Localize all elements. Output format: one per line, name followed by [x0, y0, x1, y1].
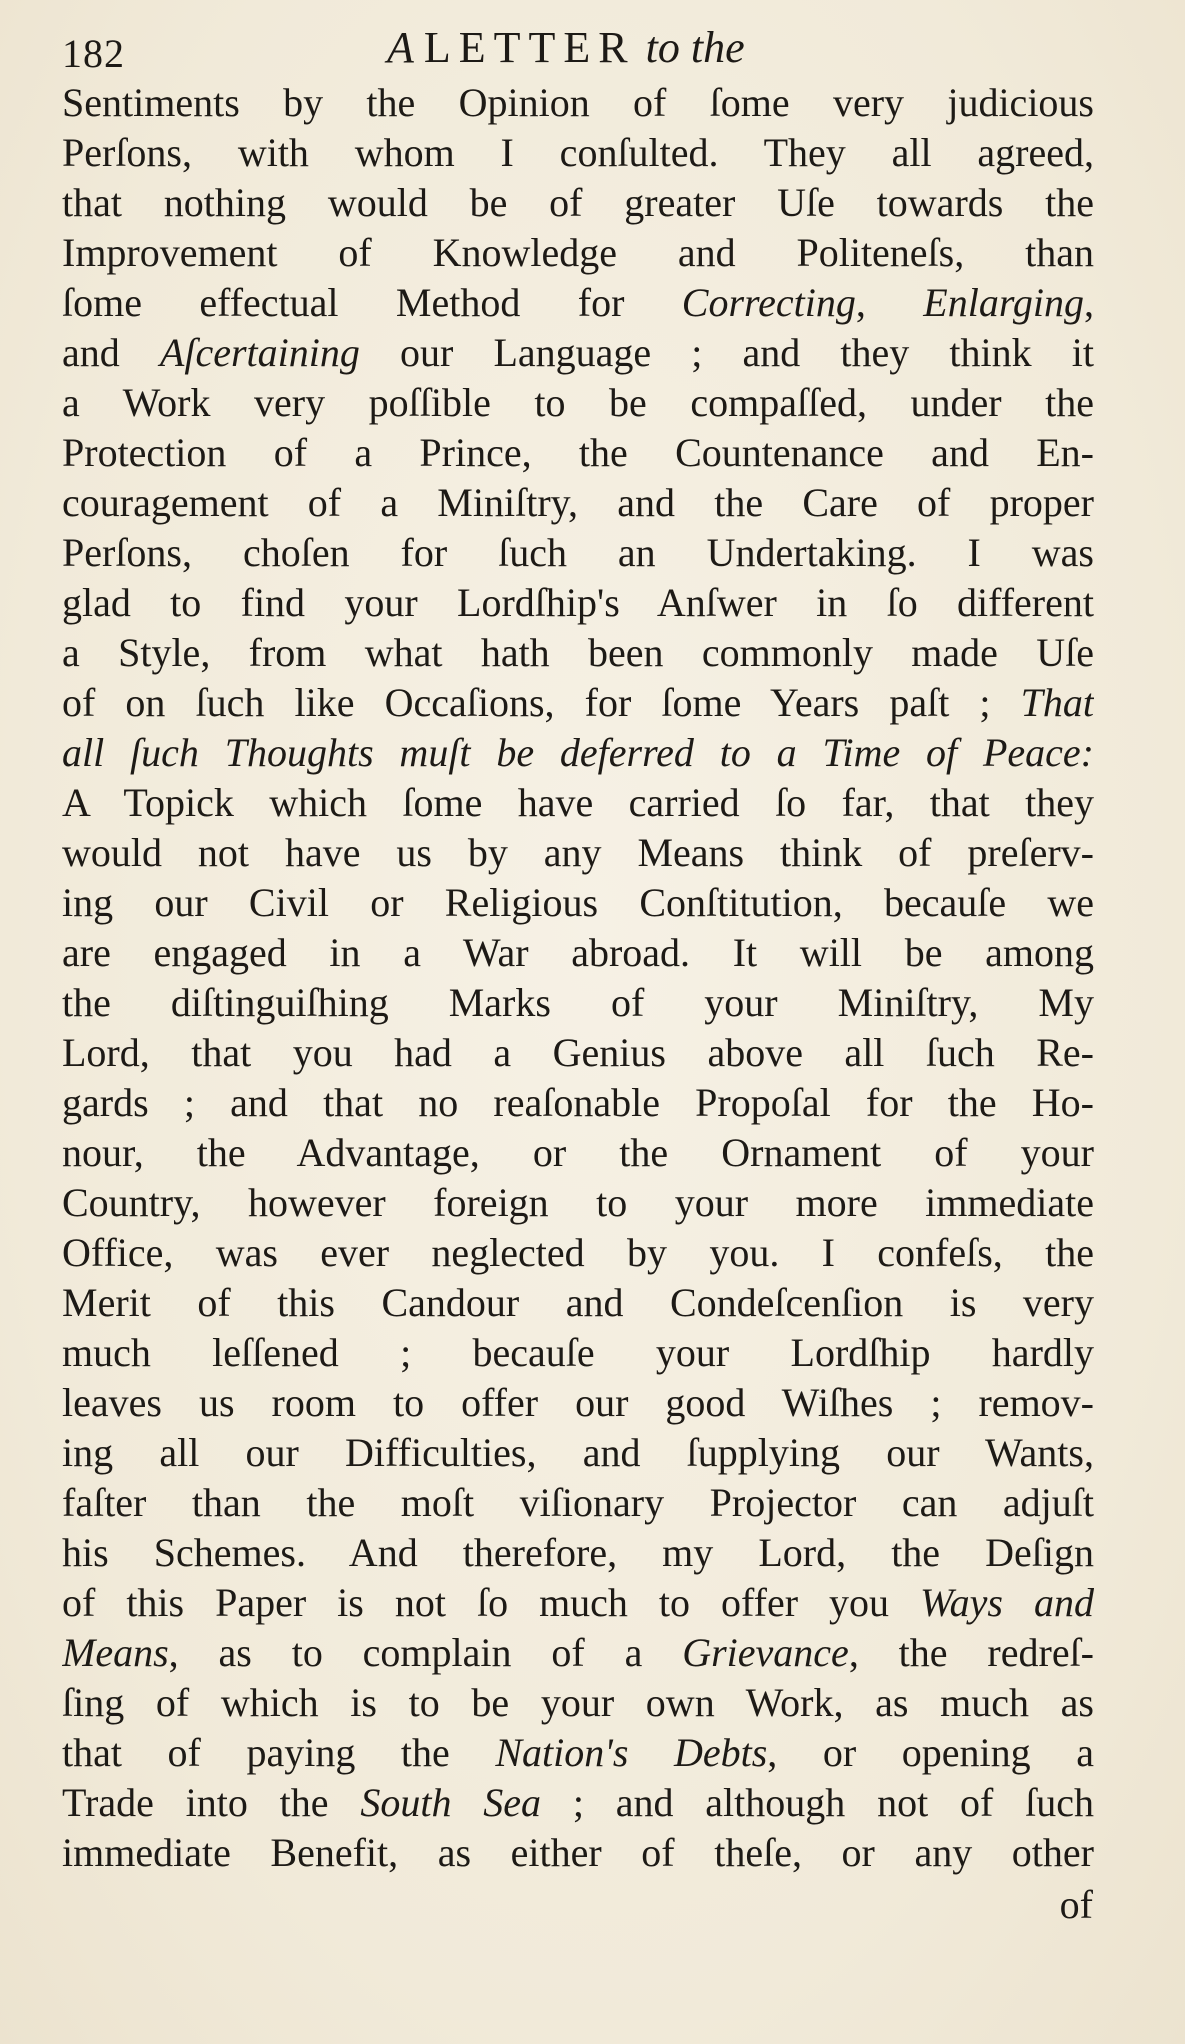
text-line — [62, 928, 1094, 978]
text-segment: Country, however foreign to your more immediate — [62, 1180, 1094, 1225]
text-segment: gards ; and that no reaſonable Propoſal for the Ho- — [62, 1080, 1094, 1125]
italic-text-segment: Enlarging — [923, 280, 1085, 325]
text-segment: ing all our Difficulties, and ſupplying our Wants, — [62, 1430, 1094, 1475]
italic-text-segment: Aſcertaining — [159, 330, 360, 375]
text-segment: immediate Benefit, as either of theſe, or any other — [62, 1830, 1094, 1875]
text-line — [62, 1328, 1094, 1378]
italic-text-segment: Grievance — [682, 1630, 849, 1675]
text-segment: Perſons, with whom I conſulted. They all agreed, — [62, 130, 1094, 175]
text-line — [62, 528, 1094, 578]
text-line — [62, 878, 1094, 928]
text-line — [62, 1528, 1094, 1578]
catchword: of — [1059, 1882, 1093, 1927]
running-head — [387, 22, 745, 73]
text-line — [62, 1828, 1094, 1878]
text-segment: , as to complain of a — [168, 1630, 683, 1675]
text-segment: our Language ; and they think it — [359, 330, 1094, 375]
text-segment: and — [62, 330, 160, 375]
text-line — [62, 1178, 1094, 1228]
text-line — [62, 78, 1094, 128]
text-segment: , — [1084, 280, 1094, 325]
text-segment: Merit of this Candour and Condeſcenſion is very — [62, 1280, 1094, 1325]
text-segment: A Topick which ſome have carried ſo far, that they — [62, 780, 1094, 825]
italic-text-segment: Ways and — [920, 1580, 1094, 1625]
page-number: 182 — [62, 31, 125, 76]
text-segment: Lord, that you had a Genius above all ſuch Re- — [62, 1030, 1094, 1075]
body-text — [62, 78, 1094, 1878]
text-segment: couragement of a Miniſtry, and the Care of proper — [62, 480, 1094, 525]
text-segment: Protection of a Prince, the Countenance and En- — [62, 430, 1094, 475]
italic-text-segment: Means — [62, 1630, 169, 1675]
text-line — [62, 1128, 1094, 1178]
text-segment: faſter than the moſt viſionary Projector can adjuſt — [62, 1480, 1094, 1525]
text-segment: would not have us by any Means think of preſerv- — [62, 830, 1094, 875]
text-line — [62, 1278, 1094, 1328]
text-line — [62, 1028, 1094, 1078]
text-segment: Sentiments by the Opinion of ſome very judicious — [62, 80, 1094, 125]
italic-text-segment: Nation's Debts — [495, 1730, 768, 1775]
text-segment: leaves us room to offer our good Wiſhes ; remov- — [62, 1380, 1094, 1425]
text-line — [62, 128, 1094, 178]
text-segment: , the redreſ- — [848, 1630, 1094, 1675]
italic-text-segment: all ſuch Thoughts muſt be deferred to a Time of Peace: — [62, 730, 1094, 775]
text-segment: a Work very poſſible to be compaſſed, under the — [62, 380, 1094, 425]
text-line — [62, 1378, 1094, 1428]
text-segment: much leſſened ; becauſe your Lordſhip hardly — [62, 1330, 1094, 1375]
text-line — [62, 1678, 1094, 1728]
text-line — [62, 1578, 1094, 1628]
italic-text-segment: South Sea — [360, 1780, 542, 1825]
text-line — [62, 1778, 1094, 1828]
text-segment: of on ſuch like Occaſions, for ſome Years paſt ; — [62, 680, 1021, 725]
text-segment: of this Paper is not ſo much to offer you — [62, 1580, 921, 1625]
text-line — [62, 628, 1094, 678]
text-line — [62, 1728, 1094, 1778]
text-segment: nour, the Advantage, or the Ornament of your — [62, 1130, 1094, 1175]
text-line — [62, 978, 1094, 1028]
text-line — [62, 1428, 1094, 1478]
running-head-main: LETTER — [423, 23, 636, 72]
text-segment: Perſons, choſen for ſuch an Undertaking. I was — [62, 530, 1094, 575]
text-line — [62, 378, 1094, 428]
text-segment: are engaged in a War abroad. It will be among — [62, 930, 1094, 975]
text-line — [62, 1228, 1094, 1278]
text-line — [62, 578, 1094, 628]
text-segment: ſing of which is to be your own Work, as much as — [62, 1680, 1094, 1725]
text-segment: Trade into the — [62, 1780, 361, 1825]
text-segment: , — [855, 280, 924, 325]
page-header — [62, 22, 1102, 82]
text-segment: ing our Civil or Religious Conſtitution, becauſe we — [62, 880, 1094, 925]
text-line — [62, 1628, 1094, 1678]
text-segment: , or opening a — [767, 1730, 1094, 1775]
text-line — [62, 828, 1094, 878]
text-segment: ſome effectual Method for — [62, 280, 682, 325]
text-line — [62, 728, 1094, 778]
text-segment: ; and although not of ſuch — [541, 1780, 1094, 1825]
text-segment: the diſtinguiſhing Marks of your Miniſtry, My — [62, 980, 1094, 1025]
text-segment: his Schemes. And therefore, my Lord, the Deſign — [62, 1530, 1094, 1575]
text-line — [62, 228, 1094, 278]
text-line — [62, 1478, 1094, 1528]
text-line — [62, 478, 1094, 528]
text-segment: glad to find your Lordſhip's Anſwer in ſo different — [62, 580, 1094, 625]
text-segment: that nothing would be of greater Uſe towards the — [62, 180, 1094, 225]
text-line — [62, 778, 1094, 828]
text-line — [62, 1078, 1094, 1128]
running-head-suffix: to the — [645, 23, 745, 72]
text-line — [62, 328, 1094, 378]
text-line — [62, 428, 1094, 478]
text-line — [62, 178, 1094, 228]
italic-text-segment: Correcting — [681, 280, 856, 325]
text-segment: Office, was ever neglected by you. I confeſs, the — [62, 1230, 1094, 1275]
text-segment: Improvement of Knowledge and Politeneſs, than — [62, 230, 1094, 275]
running-head-prefix: A — [387, 23, 414, 72]
text-segment: that of paying the — [62, 1730, 496, 1775]
italic-text-segment: That — [1020, 680, 1094, 725]
text-segment: a Style, from what hath been commonly made Uſe — [62, 630, 1094, 675]
text-line — [62, 678, 1094, 728]
text-line — [62, 278, 1094, 328]
